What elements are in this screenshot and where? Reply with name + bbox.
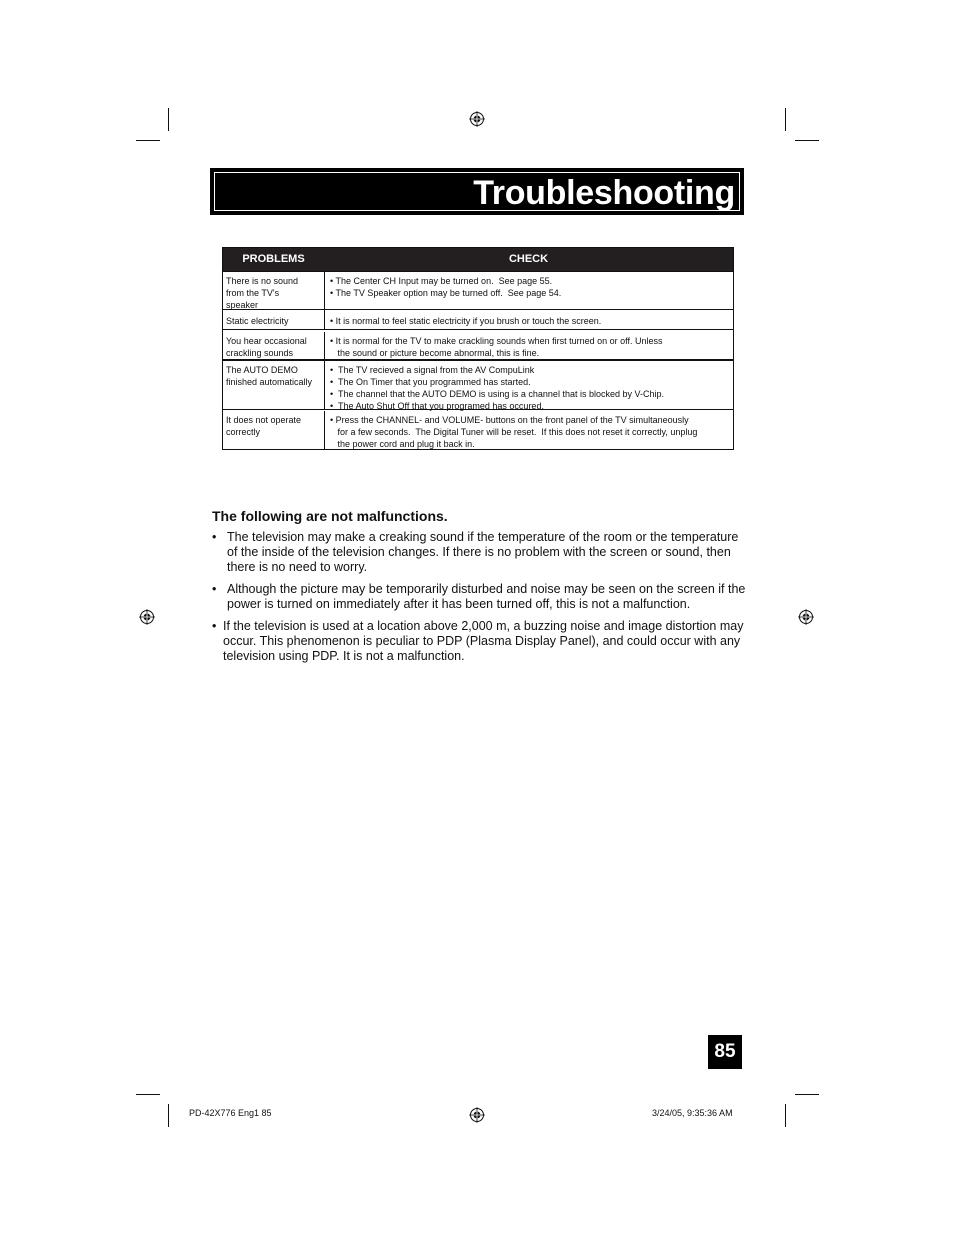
- problem-cell: [223, 332, 325, 359]
- problem-line: correctly: [226, 427, 261, 437]
- problem-cell: [223, 310, 325, 329]
- check-line: • Press the CHANNEL- and VOLUME- buttons on the front panel of the TV simultaneously: [330, 415, 689, 425]
- check-cell: [325, 310, 733, 329]
- problem-line: Static electricity: [226, 316, 289, 326]
- registration-mark-icon: [798, 609, 814, 625]
- bullet: •: [212, 619, 217, 633]
- check-line: • It is normal for the TV to make crackling sounds when first turned on or off. Unless: [330, 336, 663, 346]
- list-item: [210, 619, 750, 664]
- crop-mark: [785, 1104, 786, 1127]
- list-item: [210, 530, 750, 575]
- bullet: •: [212, 530, 217, 544]
- footer-timestamp: 3/24/05, 9:35:36 AM: [652, 1108, 733, 1118]
- check-line: the power cord and plug it back in.: [330, 439, 475, 449]
- table-row: [223, 409, 733, 449]
- problem-line: The AUTO DEMO: [226, 365, 298, 375]
- problem-line: It does not operate: [226, 415, 302, 425]
- registration-mark-icon: [469, 1107, 485, 1123]
- problem-line: You hear occasional: [226, 336, 307, 346]
- page-number: 85: [708, 1035, 742, 1069]
- troubleshooting-table: [222, 247, 734, 450]
- note-text: If the television is used at a location above 2,000 m, a buzzing noise and image distortion may occur. This phenomenon is peculiar to PDP (Plasma Display Panel), and could occur with any television using PDP. It is not a malfunction.: [223, 619, 744, 663]
- problem-line: There is no sound: [226, 276, 299, 286]
- crop-mark: [136, 140, 160, 141]
- check-line: • The TV recieved a signal from the AV CompuLink: [330, 365, 535, 375]
- table-header: [223, 248, 733, 271]
- footer-file-info: PD-42X776 Eng1 85: [189, 1108, 272, 1118]
- check-cell: [325, 411, 733, 449]
- problem-cell: [223, 361, 325, 409]
- bullet: •: [212, 582, 217, 596]
- check-line: • The On Timer that you programmed has started.: [330, 377, 531, 387]
- crop-mark: [168, 1104, 169, 1127]
- crop-mark: [785, 108, 786, 131]
- registration-mark-icon: [139, 609, 155, 625]
- crop-mark: [168, 108, 169, 131]
- table-row: [223, 329, 733, 359]
- header-check: CHECK: [508, 253, 549, 265]
- check-line: • The Auto Shut Off that you programed has occured.: [330, 401, 544, 411]
- check-cell: [325, 332, 733, 359]
- notes-list: [210, 530, 750, 671]
- check-line: • It is normal to feel static electricity if you brush or touch the screen.: [330, 316, 602, 326]
- note-text: The television may make a creaking sound if the temperature of the room or the temperature of the inside of the television changes. If there is no problem with the screen or sound, then there is no need to worry.: [227, 530, 739, 574]
- check-cell: [325, 272, 733, 309]
- registration-mark-icon: [469, 111, 485, 127]
- page-title: Troubleshooting: [473, 174, 735, 212]
- problem-line: crackling sounds: [226, 348, 294, 358]
- check-line: for a few seconds. The Digital Tuner will be reset. If this does not reset it correctly, unplug: [330, 427, 698, 437]
- check-cell: [325, 361, 733, 409]
- check-line: the sound or picture become abnormal, this is fine.: [330, 348, 540, 358]
- problem-line: speaker: [226, 300, 259, 310]
- crop-mark: [795, 1094, 819, 1095]
- table-row: [223, 359, 733, 409]
- problem-cell: [223, 411, 325, 449]
- title-banner: [210, 168, 744, 215]
- list-item: [210, 582, 750, 612]
- problem-line: finished automatically: [226, 377, 313, 387]
- note-text: Although the picture may be temporarily disturbed and noise may be seen on the screen if the power is turned on immediately after it has been turned off, this is not a malfunction.: [227, 582, 746, 611]
- problem-cell: [223, 272, 325, 309]
- check-line: • The TV Speaker option may be turned off. See page 54.: [330, 288, 562, 298]
- check-line: • The channel that the AUTO DEMO is using is a channel that is blocked by V-Chip.: [330, 389, 664, 399]
- check-line: • The Center CH Input may be turned on. See page 55.: [330, 276, 553, 286]
- problem-line: from the TV's: [226, 288, 280, 298]
- section-title: The following are not malfunctions.: [212, 508, 448, 524]
- table-row: [223, 309, 733, 329]
- crop-mark: [136, 1094, 160, 1095]
- table-row: [223, 271, 733, 309]
- header-problems: PROBLEMS: [242, 253, 305, 265]
- crop-mark: [795, 140, 819, 141]
